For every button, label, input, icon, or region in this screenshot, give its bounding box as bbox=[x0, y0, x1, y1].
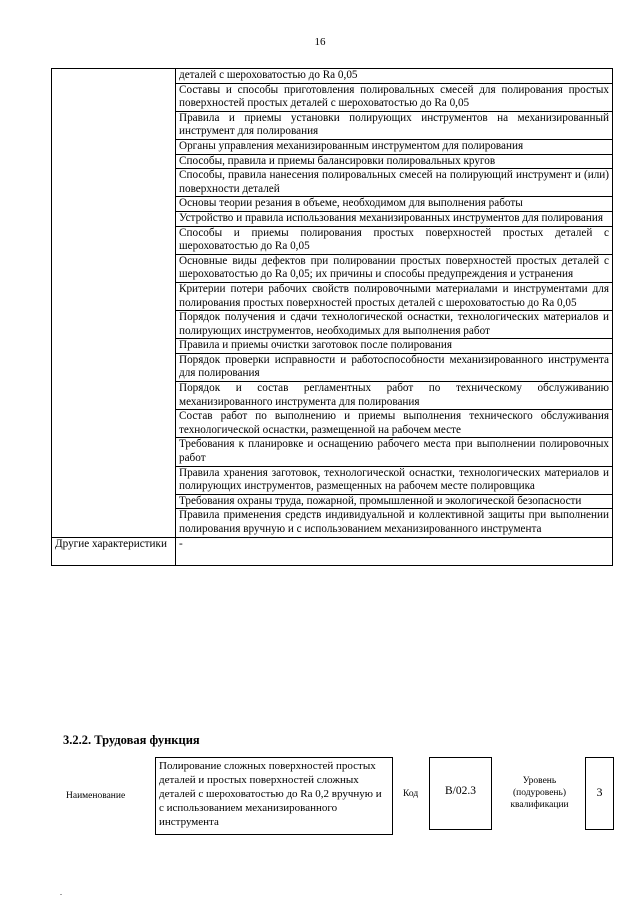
table-cell: Органы управления механизированным инструментом для полирования bbox=[176, 139, 613, 154]
table-cell: деталей с шероховатостью до Ra 0,05 bbox=[176, 69, 613, 84]
table-cell: Правила хранения заготовок, технологической оснастки, технологических материалов и полирующих инструментов, размещенных на рабочем месте полировщика bbox=[176, 466, 613, 494]
table-cell: Правила и приемы очистки заготовок после полирования bbox=[176, 339, 613, 354]
code-label: Код bbox=[403, 789, 419, 799]
function-name-box: Полирование сложных поверхностей простых деталей и простых поверхностей сложных деталей с шероховатостью до Ra 0,2 вручную и с использованием механизированного инструмента bbox=[155, 757, 393, 835]
other-characteristics-label: Другие характеристики bbox=[52, 537, 176, 565]
table-cell: Требования охраны труда, пожарной, промышленной и экологической безопасности bbox=[176, 494, 613, 509]
code-value-box: B/02.3 bbox=[429, 757, 492, 830]
other-characteristics-value: - bbox=[176, 537, 613, 565]
table-cell: Основы теории резания в объеме, необходимом для выполнения работы bbox=[176, 197, 613, 212]
table-cell: Способы и приемы полирования простых поверхностей простых деталей с шероховатостью до Ra 0,05 bbox=[176, 226, 613, 254]
name-label: Наименование bbox=[66, 791, 126, 801]
table-cell: Состав работ по выполнению и приемы выполнения технического обслуживания технологической оснастки, размещенной на рабочем месте bbox=[176, 410, 613, 438]
table-cell: Порядок получения и сдачи технологической оснастки, технологических материалов и полирующих инструментов, необходимых для выполнения работ bbox=[176, 311, 613, 339]
level-label: Уровень (подуровень) квалификации bbox=[510, 776, 569, 810]
level-value-box: 3 bbox=[585, 757, 614, 830]
table-cell: Порядок проверки исправности и работоспособности механизированного инструмента для полирования bbox=[176, 353, 613, 381]
table-cell: Устройство и правила использования механизированных инструментов для полирования bbox=[176, 211, 613, 226]
table-cell: Способы, правила нанесения полировальных смесей на полирующий инструмент и (или) поверхности деталей bbox=[176, 169, 613, 197]
table-cell: Составы и способы приготовления полировальных смесей для полирования простых поверхностей простых деталей с шероховатостью до Ra 0,05 bbox=[176, 83, 613, 111]
table-row bbox=[52, 537, 613, 565]
knowledge-table bbox=[51, 68, 613, 566]
table-row bbox=[52, 69, 613, 84]
page-number: 16 bbox=[314, 36, 326, 48]
table-cell: Требования к планировке и оснащению рабочего места при выполнении полировочных работ bbox=[176, 438, 613, 466]
table-cell: Правила применения средств индивидуальной и коллективной защиты при выполнении полирования вручную и с использованием механизированного инструмента bbox=[176, 509, 613, 537]
section-title: 3.2.2. Трудовая функция bbox=[63, 733, 200, 747]
footer-mark: . bbox=[60, 888, 62, 897]
table-cell: Критерии потери рабочих свойств полировочными материалами и инструментами для полирования простых поверхностей простых деталей с шероховатостью до Ra 0,05 bbox=[176, 282, 613, 310]
table-cell: Способы, правила и приемы балансировки полировальных кругов bbox=[176, 154, 613, 169]
table-cell: Правила и приемы установки полирующих инструментов на механизированный инструмент для полирования bbox=[176, 111, 613, 139]
table-cell: Основные виды дефектов при полировании простых поверхностей простых деталей с шероховатостью до Ra 0,05; их причины и способы предупреждения и устранения bbox=[176, 254, 613, 282]
table-left-cell bbox=[52, 69, 176, 538]
table-cell: Порядок и состав регламентных работ по техническому обслуживанию механизированного инструмента для полирования bbox=[176, 382, 613, 410]
